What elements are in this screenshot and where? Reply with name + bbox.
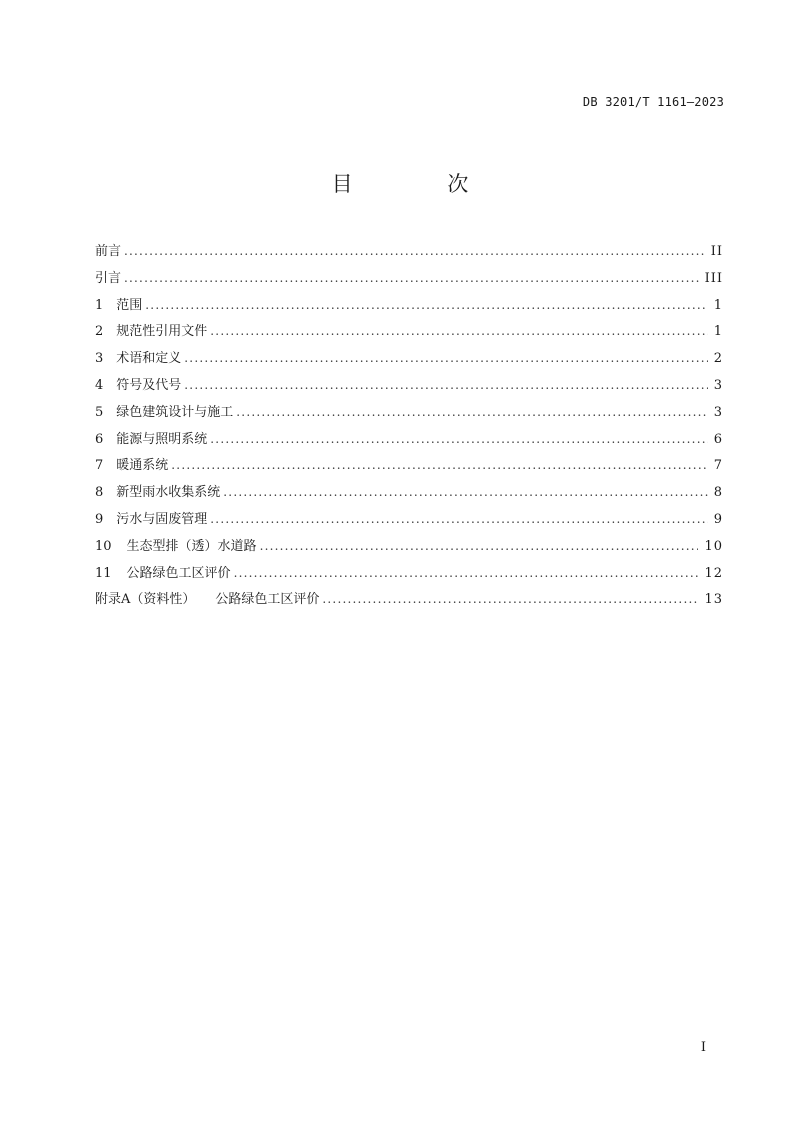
toc-leader-dots	[184, 378, 707, 392]
toc-entry-title: 新型雨水收集系统	[116, 485, 221, 501]
toc-entry-label	[95, 294, 142, 313]
toc-leader-dots	[223, 485, 707, 499]
toc-entry-page: II	[710, 244, 723, 259]
toc-entry-number: 附录A（资料性）	[95, 592, 196, 608]
toc-entry-11[interactable]	[95, 562, 723, 589]
toc-leader-dots	[236, 405, 707, 419]
toc-entry-10[interactable]	[95, 535, 723, 562]
toc-entry-foreword[interactable]	[95, 240, 723, 267]
toc-entry-number: 5	[95, 404, 104, 420]
toc-leader-dots	[210, 432, 707, 446]
toc-entry-title: 术语和定义	[116, 351, 182, 367]
toc-entry-title: 暖通系统	[116, 458, 169, 474]
toc-entry-2[interactable]	[95, 320, 723, 347]
toc-leader-dots	[260, 539, 699, 553]
toc-entry-page: 1	[713, 297, 723, 313]
toc-entry-number: 9	[95, 511, 104, 527]
toc-entry-title: 公路绿色工区评价	[126, 565, 231, 581]
toc-entry-title: 范围	[116, 297, 143, 313]
toc-leader-dots	[171, 458, 707, 472]
toc-entry-label	[95, 347, 181, 366]
toc-leader-dots	[210, 512, 707, 526]
toc-entry-6[interactable]	[95, 428, 723, 455]
toc-entry-title: 规范性引用文件	[116, 324, 208, 340]
toc-entry-title: 生态型排（透）水道路	[126, 538, 257, 554]
toc-entry-title: 能源与照明系统	[116, 431, 208, 447]
toc-entry-5[interactable]	[95, 401, 723, 428]
toc-entry-introduction[interactable]	[95, 267, 723, 294]
toc-entry-number: 7	[95, 458, 104, 474]
toc-entry-4[interactable]	[95, 374, 723, 401]
toc-entry-number: 2	[95, 324, 104, 340]
toc-entry-7[interactable]	[95, 454, 723, 481]
table-of-contents	[95, 240, 723, 615]
toc-entry-page: 8	[713, 485, 723, 501]
toc-entry-label	[95, 240, 121, 259]
toc-entry-appendix-a[interactable]	[95, 588, 723, 615]
toc-entry-3[interactable]	[95, 347, 723, 374]
toc-entry-page: 6	[713, 431, 723, 447]
toc-entry-label	[95, 481, 220, 500]
toc-entry-label	[95, 320, 207, 339]
page-title: 目 次	[331, 172, 513, 196]
toc-entry-number: 3	[95, 351, 104, 367]
toc-entry-page: 3	[713, 377, 723, 393]
toc-entry-title: 公路绿色工区评价	[215, 592, 320, 608]
toc-entry-page: 10	[704, 538, 723, 554]
toc-entry-title: 绿色建筑设计与施工	[116, 404, 234, 420]
toc-entry-page: 9	[713, 511, 723, 527]
toc-entry-title: 污水与固废管理	[116, 511, 208, 527]
toc-entry-9[interactable]	[95, 508, 723, 535]
toc-entry-page: 1	[713, 324, 723, 340]
document-code: DB 3201/T 1161—2023	[582, 95, 724, 109]
toc-entry-page: 3	[713, 404, 723, 420]
toc-entry-page: 2	[713, 351, 723, 367]
toc-entry-label	[95, 535, 257, 554]
toc-entry-label	[95, 454, 168, 473]
toc-entry-8[interactable]	[95, 481, 723, 508]
toc-entry-page: 13	[704, 592, 723, 608]
toc-entry-number: 11	[95, 565, 112, 581]
toc-entry-page: 7	[713, 458, 723, 474]
toc-entry-title: 前言	[95, 244, 122, 259]
toc-leader-dots	[124, 244, 705, 258]
toc-entry-number: 8	[95, 485, 104, 501]
toc-entry-label	[95, 588, 319, 607]
page-number: I	[700, 1040, 707, 1055]
toc-entry-title: 引言	[95, 270, 122, 286]
toc-entry-number: 4	[95, 377, 104, 393]
toc-entry-label	[95, 374, 181, 393]
toc-entry-title: 符号及代号	[116, 377, 182, 393]
toc-entry-page: 12	[704, 565, 723, 581]
toc-leader-dots	[184, 351, 707, 365]
toc-entry-label	[95, 508, 207, 527]
toc-entry-number: 10	[95, 538, 112, 554]
toc-entry-label	[95, 267, 121, 286]
toc-entry-label	[95, 401, 233, 420]
toc-leader-dots	[322, 592, 698, 606]
toc-entry-page: III	[704, 270, 723, 286]
toc-leader-dots	[145, 298, 707, 312]
toc-entry-number: 6	[95, 431, 104, 447]
toc-leader-dots	[124, 271, 699, 285]
toc-entry-1[interactable]	[95, 294, 723, 321]
toc-leader-dots	[210, 324, 707, 338]
toc-entry-number: 1	[95, 297, 104, 313]
toc-entry-label	[95, 562, 231, 581]
toc-entry-label	[95, 428, 207, 447]
toc-leader-dots	[234, 566, 699, 580]
